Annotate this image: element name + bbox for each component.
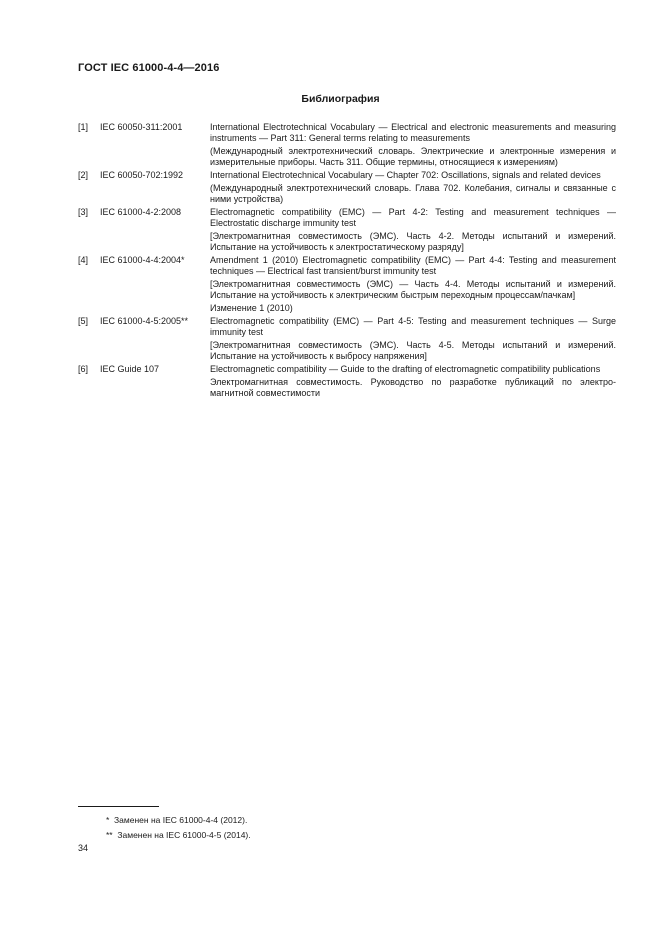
bibliography-entry bbox=[78, 364, 616, 399]
entry-description bbox=[210, 255, 616, 314]
entry-number: [1] bbox=[78, 122, 89, 132]
entry-description bbox=[210, 316, 616, 362]
entry-description bbox=[210, 207, 616, 253]
entry-paragraph: [Электромагнитная совместимость (ЭМС). Часть 4-2. Методы испытаний и измерений. Испытание на устойчивость к электростатическому разряду] bbox=[210, 231, 616, 252]
entry-number: [2] bbox=[78, 170, 89, 180]
footnote-text: Заменен на IEC 61000-4-4 (2012). bbox=[114, 815, 248, 825]
entry-standard-code: IEC 60050-702:1992 bbox=[100, 170, 184, 180]
footnote-mark: ** bbox=[106, 830, 113, 840]
entry-paragraph: Electromagnetic compatibility (EMC) — Part 4-5: Testing and measurement techniques — Surge immunity test bbox=[210, 316, 616, 337]
entry-paragraph: Electromagnetic compatibility — Guide to the drafting of electromagnetic compatibility publications bbox=[210, 364, 601, 374]
entry-description bbox=[210, 170, 616, 205]
entry-standard-code: IEC 61000-4-5:2005** bbox=[100, 316, 189, 326]
entry-paragraph: (Международный электротехнический словарь. Электрические и электронные измерения и измерительные приборы. Часть 311. Общие термины, относящиеся к измерениям) bbox=[210, 146, 616, 167]
entry-number: [6] bbox=[78, 364, 89, 374]
entry-paragraph: [Электромагнитная совместимость (ЭМС). Часть 4-5. Методы испытаний и измерений. Испытание на устойчивость к выбросу напряжения] bbox=[210, 340, 616, 361]
entry-number: [3] bbox=[78, 207, 89, 217]
page-number: 34 bbox=[78, 843, 89, 853]
entry-paragraph: [Электромагнитная совместимость (ЭМС) — Часть 4-4. Методы испытаний и измерений. Испытание на устойчивость к электрическим быстрым переходным процессам/пачкам] bbox=[210, 279, 616, 300]
entry-paragraph: International Electrotechnical Vocabulary — Electrical and electronic measurements and measuring instruments — Part 311: General terms relating to measurements bbox=[210, 122, 616, 143]
entry-number: [5] bbox=[78, 316, 89, 326]
footnote-text: Заменен на IEC 61000-4-5 (2014). bbox=[117, 830, 251, 840]
bibliography-entry bbox=[78, 122, 616, 168]
entry-paragraph: Электромагнитная совместимость. Руководство по разработке публикаций по электромагнитной совместимости bbox=[210, 377, 616, 398]
bibliography-entry bbox=[78, 207, 616, 253]
entry-paragraph: Electromagnetic compatibility (EMC) — Part 4-2: Testing and measurement techniques — Electrostatic discharge immunity test bbox=[210, 207, 616, 228]
entry-standard-code: IEC 61000-4-2:2008 bbox=[100, 207, 182, 217]
bibliography-entry bbox=[78, 316, 616, 362]
entry-description bbox=[210, 364, 616, 399]
footnote-2 bbox=[106, 830, 251, 841]
entry-description bbox=[210, 122, 616, 168]
entry-paragraph: Amendment 1 (2010) Electromagnetic compatibility (EMC) — Part 4-4: Testing and measurement techniques — Electrical fast transient/burst immunity test bbox=[210, 255, 616, 276]
document-header: ГОСТ IEC 61000-4-4—2016 bbox=[78, 62, 220, 74]
entry-number: [4] bbox=[78, 255, 89, 265]
entry-paragraph: International Electrotechnical Vocabulary — Chapter 702: Oscillations, signals and related devices bbox=[210, 170, 601, 180]
entry-paragraph: Изменение 1 (2010) bbox=[210, 303, 293, 313]
bibliography-entry bbox=[78, 170, 616, 205]
section-title: Библиография bbox=[301, 93, 380, 105]
entry-standard-code: IEC Guide 107 bbox=[100, 364, 160, 374]
entry-standard-code: IEC 61000-4-4:2004* bbox=[100, 255, 185, 265]
bibliography-entry bbox=[78, 255, 616, 314]
bibliography-list bbox=[78, 122, 616, 401]
entry-standard-code: IEC 60050-311:2001 bbox=[100, 122, 183, 132]
footnote-mark: * bbox=[106, 815, 110, 825]
footnote-1 bbox=[106, 815, 247, 826]
footnote-separator bbox=[78, 806, 159, 807]
entry-paragraph: (Международный электротехнический словарь. Глава 702. Колебания, сигналы и связанные с ними устройства) bbox=[210, 183, 616, 204]
